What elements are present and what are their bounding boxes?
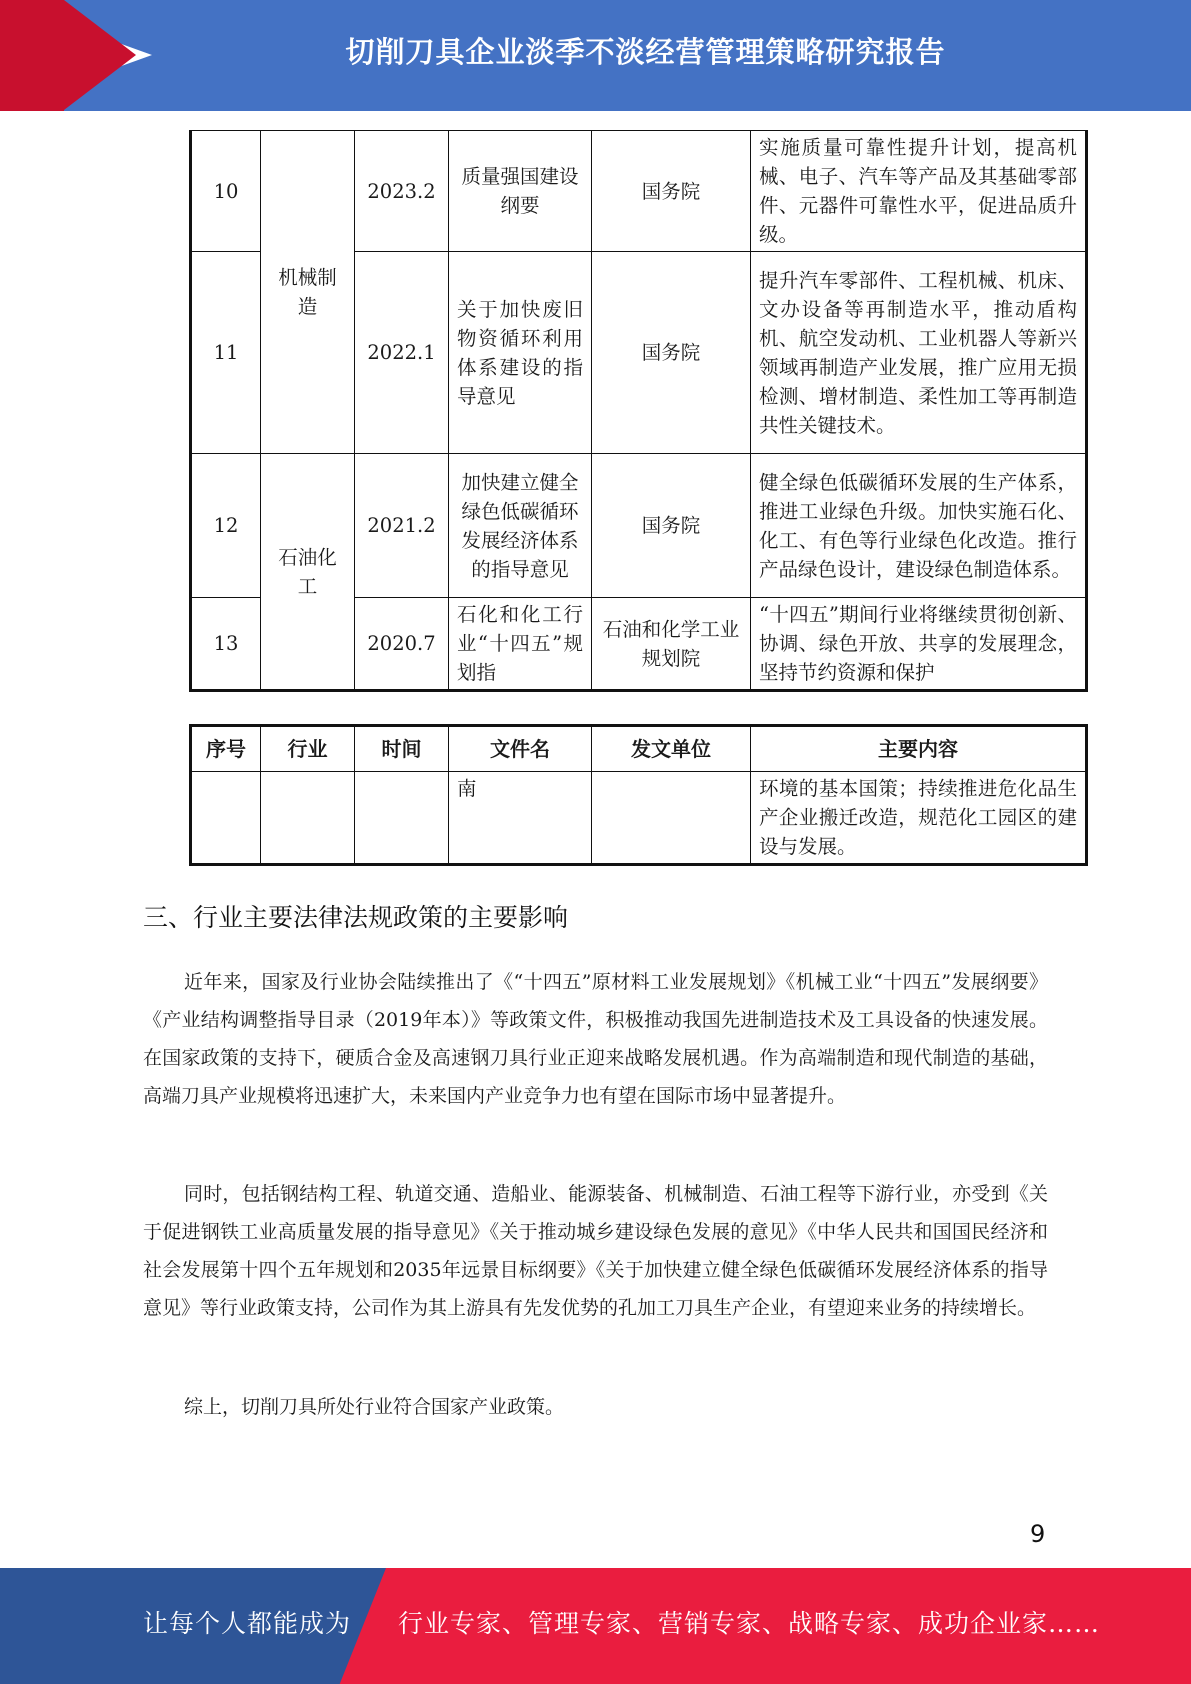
cell-no: 10 <box>191 131 261 252</box>
cell-content: 实施质量可靠性提升计划，提高机械、电子、汽车等产品及其基础零部件、元器件可靠性水平，促进品质升级。 <box>751 131 1087 252</box>
cell-no: 11 <box>191 252 261 454</box>
cell-doc: 南 <box>449 772 592 865</box>
cell-content: 健全绿色低碳循环发展的生产体系，推进工业绿色升级。加快实施石化、化工、有色等行业绿色化改造。推行产品绿色设计，建设绿色制造体系。 <box>751 454 1087 598</box>
cell-content: “十四五”期间行业将继续贯彻创新、协调、绿色开放、共享的发展理念，坚持节约资源和保护 <box>751 598 1087 691</box>
page-header <box>0 0 1191 111</box>
cell-content: 环境的基本国策；持续推进危化品生产企业搬迁改造，规范化工园区的建设与发展。 <box>751 772 1087 865</box>
cell-industry: 石油化工 <box>261 454 355 691</box>
page-footer <box>0 1568 1191 1684</box>
cell-time: 2022.1 <box>355 252 449 454</box>
cell-time: 2021.2 <box>355 454 449 598</box>
cell-issuer: 国务院 <box>592 454 751 598</box>
cell-no: 12 <box>191 454 261 598</box>
policy-table <box>189 724 1088 866</box>
cell-doc: 加快建立健全绿色低碳循环发展经济体系的指导意见 <box>449 454 592 598</box>
cell-issuer: 国务院 <box>592 252 751 454</box>
cell-issuer <box>592 772 751 865</box>
header-red-block <box>0 0 64 111</box>
cell-doc: 关于加快废旧物资循环利用体系建设的指导意见 <box>449 252 592 454</box>
cell-doc: 石化和化工行业“十四五”规划指 <box>449 598 592 691</box>
footer-slogan-left: 让每个人都能成为 <box>143 1609 352 1638</box>
header-time: 时间 <box>355 726 449 772</box>
footer-slogan-right: 行业专家、管理专家、营销专家、战略专家、成功企业家…… <box>398 1609 1101 1638</box>
header-issuer: 发文单位 <box>592 726 751 772</box>
table-header-row <box>191 726 1087 772</box>
cell-time: 2020.7 <box>355 598 449 691</box>
cell-industry <box>261 772 355 865</box>
section-heading: 三、行业主要法律法规政策的主要影响 <box>143 903 569 932</box>
header-no: 序号 <box>191 726 261 772</box>
header-industry: 行业 <box>261 726 355 772</box>
policy-table-continued <box>189 130 1088 692</box>
cell-industry: 机械制造 <box>261 131 355 454</box>
table-row <box>191 131 1087 252</box>
cell-content: 提升汽车零部件、工程机械、机床、文办设备等再制造水平，推动盾构机、航空发动机、工业机器人等新兴领域再制造产业发展，推广应用无损检测、增材制造、柔性加工等再制造共性关键技术。 <box>751 252 1087 454</box>
body-paragraph: 同时，包括钢结构工程、轨道交通、造船业、能源装备、机械制造、石油工程等下游行业，亦受到《关于促进钢铁工业高质量发展的指导意见》《关于推动城乡建设绿色发展的意见》《中华人民共和国国民经济和社会发展第十四个五年规划和2035年远景目标纲要》《关于加快建立健全绿色低碳循环发展经济体系的指导意见》等行业政策支持，公司作为其上游具有先发优势的孔加工刀具生产企业，有望迎来业务的持续增长。 <box>143 1183 1048 1319</box>
cell-no: 13 <box>191 598 261 691</box>
body-paragraph: 综上，切削刀具所处行业符合国家产业政策。 <box>184 1396 565 1418</box>
table-row <box>191 772 1087 865</box>
cell-doc: 质量强国建设纲要 <box>449 131 592 252</box>
body-paragraph: 近年来，国家及行业协会陆续推出了《“十四五”原材料工业发展规划》《机械工业“十四五”发展纲要》《产业结构调整指导目录（2019年本）》等政策文件，积极推动我国先进制造技术及工具设备的快速发展。在国家政策的支持下，硬质合金及高速钢刀具行业正迎来战略发展机遇。作为高端制造和现代制造的基础，高端刀具产业规模将迅速扩大，未来国内产业竞争力也有望在国际市场中显著提升。 <box>143 971 1048 1107</box>
report-title: 切削刀具企业淡季不淡经营管理策略研究报告 <box>345 34 946 69</box>
cell-time: 2023.2 <box>355 131 449 252</box>
cell-issuer: 石油和化学工业规划院 <box>592 598 751 691</box>
header-doc: 文件名 <box>449 726 592 772</box>
cell-time <box>355 772 449 865</box>
header-content: 主要内容 <box>751 726 1087 772</box>
page-number: 9 <box>1030 1520 1046 1548</box>
table-row <box>191 454 1087 598</box>
cell-issuer: 国务院 <box>592 131 751 252</box>
cell-no <box>191 772 261 865</box>
header-chevron-icon <box>64 0 136 110</box>
